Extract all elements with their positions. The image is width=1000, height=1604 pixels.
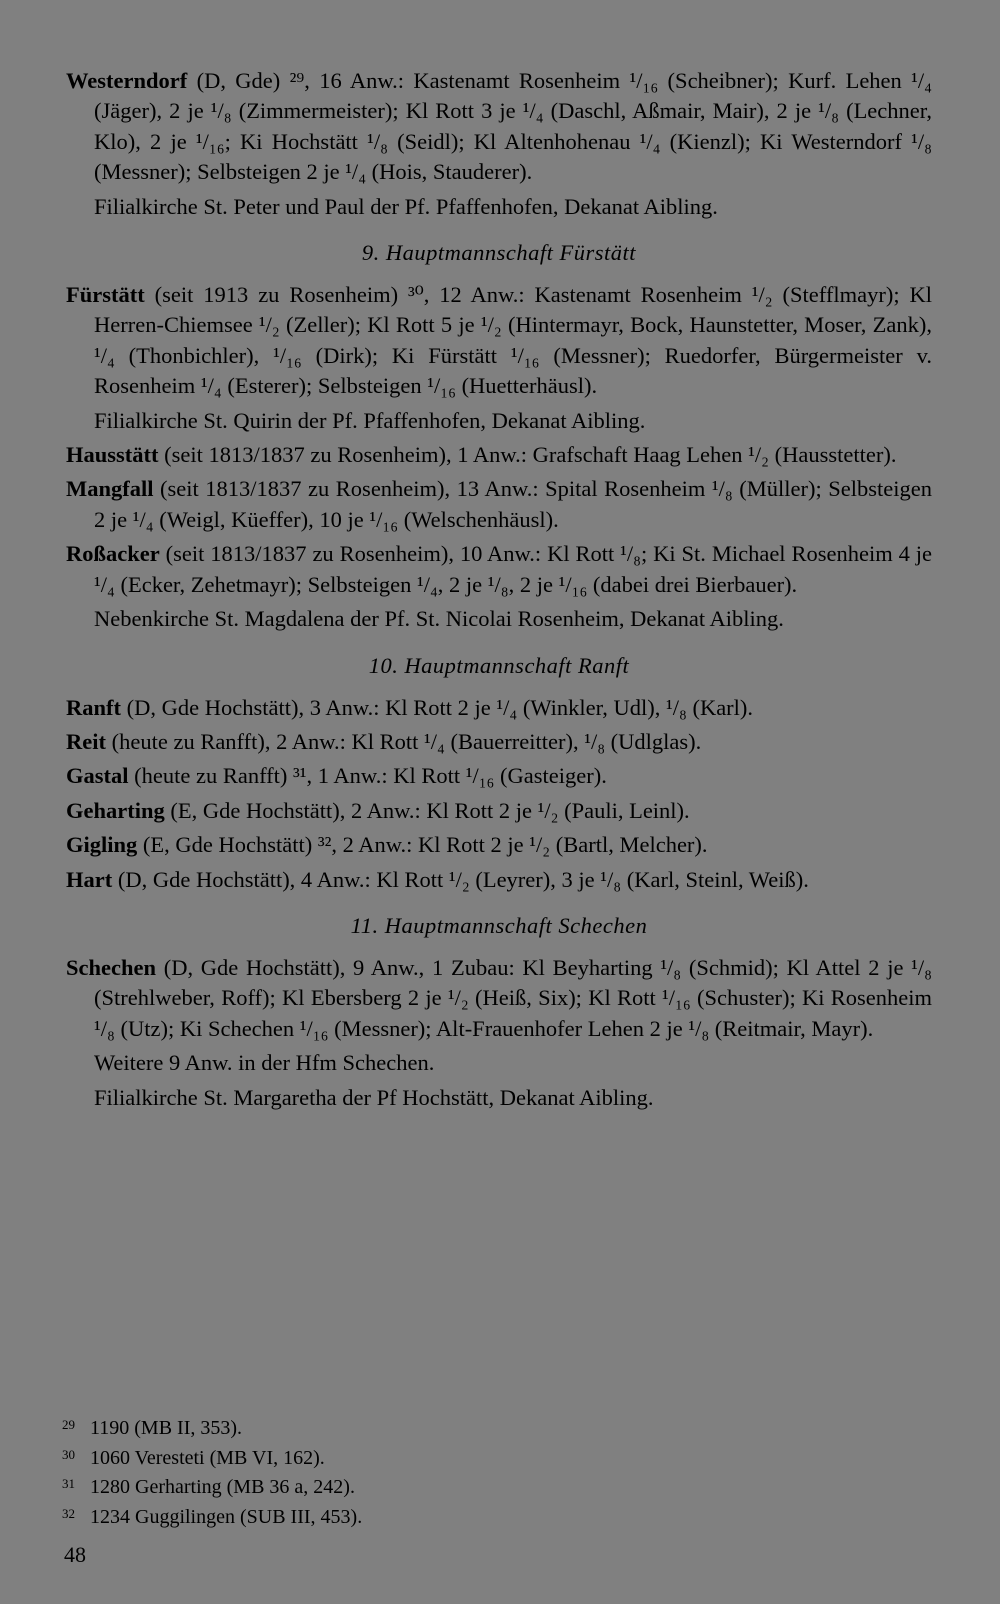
footnote: [62, 1471, 662, 1501]
place-name: Gastal: [66, 763, 129, 789]
place-name: Hart: [66, 866, 113, 892]
place-name: Schechen: [66, 954, 156, 980]
section-title: 10. Hauptmannschaft Ranft: [368, 652, 630, 678]
footnote-number: 32: [62, 1505, 75, 1521]
place-entry: [66, 727, 932, 757]
entry-text: (D, Gde Hochstätt), 4 Anw.: Kl Rott ¹/₂ (Leyrer), 3 je ¹/₈ (Karl, Steinl, Weiß).: [112, 866, 809, 892]
section-title: 11. Hauptmannschaft Schechen: [350, 912, 648, 938]
footnote-text: 1234 Guggilingen (SUB III, 453).: [90, 1505, 363, 1528]
place-entry: [66, 865, 932, 895]
footnote: [62, 1412, 662, 1442]
place-entry: [66, 280, 932, 402]
place-name: Reit: [66, 728, 106, 754]
page-body: [66, 66, 932, 1117]
entry-text: (D, Gde) ²⁹, 16 Anw.: Kastenamt Rosenheim ¹/₁₆ (Scheibner); Kurf. Lehen ¹/₄ (Jäger), 2 je ¹/₈ (Zimmermeister); Kl Rott 3 je ¹/₄ (Daschl, Aßmair, Mair), 2 je ¹/₈ (Lechner, Klo), 2 je ¹/₁₆; Ki Hochstätt ¹/₈ (Seidl); Kl Altenhohenau ¹/₄ (Kienzl); Ki Westerndorf ¹/₈ (Messner); Selbsteigen 2 je ¹/₄ (Hois, Stauderer).: [94, 68, 932, 185]
place-entry: [66, 66, 932, 188]
place-name: Ranft: [66, 694, 121, 720]
place-name: Geharting: [66, 797, 165, 823]
place-name: Roßacker: [66, 541, 160, 567]
footnote-number: 29: [62, 1417, 75, 1432]
entry-text: (seit 1813/1837 zu Rosenheim), 13 Anw.: Spital Rosenheim ¹/₈ (Müller); Selbsteigen 2 je ¹/₄ (Weigl, Küeffer), 10 je ¹/₁₆ (Welschenhäusl).: [94, 476, 932, 532]
entry-text: (heute zu Ranfft), 2 Anw.: Kl Rott ¹/₄ (Bauerreitter), ¹/₈ (Udlglas).: [105, 728, 702, 754]
entry-text: (heute zu Ranfft) ³¹, 1 Anw.: Kl Rott ¹/₁₆ (Gasteiger).: [128, 763, 607, 789]
place-entry: [66, 440, 932, 470]
place-name: Hausstätt: [66, 442, 159, 468]
entry-text: (seit 1813/1837 zu Rosenheim), 1 Anw.: Grafschaft Haag Lehen ¹/₂ (Hausstetter).: [158, 442, 897, 468]
church-note: Filialkirche St. Margaretha der Pf Hochstätt, Dekanat Aibling.: [94, 1084, 654, 1110]
entry-text: (seit 1913 zu Rosenheim) ³⁰, 12 Anw.: Kastenamt Rosenheim ¹/₂ (Stefflmayr); Kl Herren-Chiemsee ¹/₂ (Zeller); Kl Rott 5 je ¹/₂ (Hintermayr, Bock, Haunstetter, Moser, Zank), ¹/₄ (Thonbichler), ¹/₁₆ (Dirk); Ki Fürstätt ¹/₁₆ (Messner); Ruedorfer, Bürgermeister v. Rosenheim ¹/₄ (Esterer); Selbsteigen ¹/₁₆ (Huetterhäusl).: [94, 282, 932, 399]
church-note: Filialkirche St. Quirin der Pf. Pfaffenhofen, Dekanat Aibling.: [94, 407, 646, 433]
place-name: Westerndorf: [66, 68, 188, 93]
place-entry: [66, 539, 932, 600]
footnote-text: 1280 Gerharting (MB 36 a, 242).: [90, 1476, 355, 1498]
place-name: Gigling: [66, 832, 138, 858]
entry-text: (D, Gde Hochstätt), 9 Anw., 1 Zubau: Kl Beyharting ¹/₈ (Schmid); Kl Attel 2 je ¹/₈ (Strehlweber, Roff); Kl Ebersberg 2 je ¹/₂ (Heiß, Six); Kl Rott ¹/₁₆ (Schuster); Ki Rosenheim ¹/₈ (Utz); Ki Schechen ¹/₁₆ (Messner); Alt-Frauenhofer Lehen 2 je ¹/₈ (Reitmair, Mayr).: [94, 954, 932, 1041]
footnote-text: 1060 Veresteti (MB VI, 162).: [90, 1446, 325, 1469]
church-note: Filialkirche St. Peter und Paul der Pf. Pfaffenhofen, Dekanat Aibling.: [94, 193, 718, 219]
entry-text: (D, Gde Hochstätt), 3 Anw.: Kl Rott 2 je ¹/₄ (Winkler, Udl), ¹/₈ (Karl).: [121, 694, 754, 720]
page-number: 48: [64, 1542, 86, 1567]
entry-text: (E, Gde Hochstätt) ³², 2 Anw.: Kl Rott 2 je ¹/₂ (Bartl, Melcher).: [137, 832, 708, 858]
place-entry: [66, 796, 932, 826]
footnote: [62, 1442, 662, 1472]
footnote-number: 31: [62, 1476, 75, 1491]
footnote-text: 1190 (MB II, 353).: [90, 1417, 243, 1439]
place-entry: [66, 761, 932, 791]
place-entry: [66, 830, 932, 860]
footnote: [62, 1501, 662, 1531]
footnotes: [62, 1412, 662, 1530]
place-entry: [66, 953, 932, 1044]
entry-text: (seit 1813/1837 zu Rosenheim), 10 Anw.: Kl Rott ¹/₈; Ki St. Michael Rosenheim 4 je ¹/₄ (Ecker, Zehetmayr); Selbsteigen ¹/₄, 2 je ¹/₈, 2 je ¹/₁₆ (dabei drei Bierbauer).: [94, 541, 932, 597]
church-note: Nebenkirche St. Magdalena der Pf. St. Nicolai Rosenheim, Dekanat Aibling.: [94, 606, 784, 632]
place-entry: [66, 474, 932, 535]
entry-text: (E, Gde Hochstätt), 2 Anw.: Kl Rott 2 je ¹/₂ (Pauli, Leinl).: [164, 797, 690, 823]
footnote-number: 30: [62, 1446, 75, 1462]
place-name: Mangfall: [66, 476, 154, 502]
place-entry: [66, 693, 932, 723]
church-note: Weitere 9 Anw. in der Hfm Schechen.: [94, 1050, 435, 1076]
place-name: Fürstätt: [66, 282, 145, 308]
section-title: 9. Hauptmannschaft Fürstätt: [361, 240, 637, 266]
